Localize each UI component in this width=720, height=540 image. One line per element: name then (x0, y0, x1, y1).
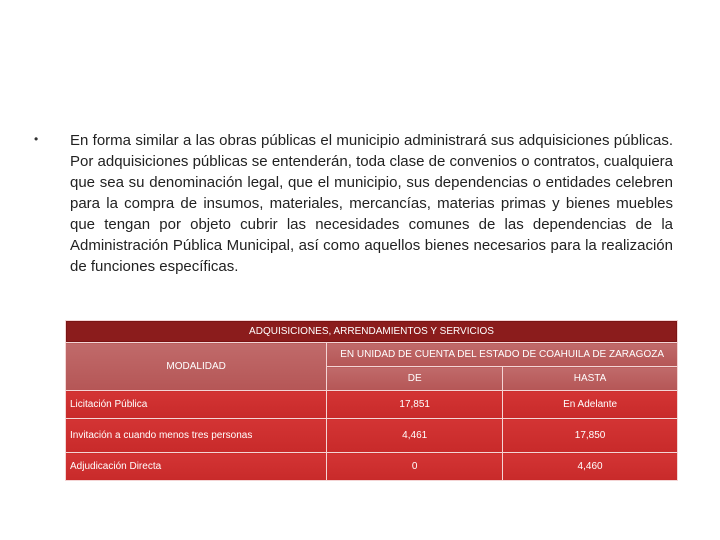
table-row (66, 391, 678, 419)
table-row (66, 453, 678, 481)
row-hasta: En Adelante (503, 391, 678, 419)
row-de: 17,851 (327, 391, 503, 419)
header-de: DE (327, 367, 503, 391)
table-title-row (66, 321, 678, 343)
table-row (66, 419, 678, 453)
header-unit: EN UNIDAD DE CUENTA DEL ESTADO DE COAHUILA DE ZARAGOZA (327, 343, 678, 367)
bullet-paragraph: En forma similar a las obras públicas el municipio administrará sus adquisiciones públicas. Por adquisiciones públicas se entenderán, toda clase de convenios o contratos, cualquiera que sea su denominación legal, que el municipio, sus dependencias o entidades celebren para la compra de insumos, materiales, mercancías, materias primas y bienes muebles que tengan por objeto cubrir las necesidades comunes de las dependencias de la Administración Pública Municipal, así como aquellos bienes necesarios para la realización de funciones específicas. (70, 132, 673, 275)
row-hasta: 17,850 (503, 419, 678, 453)
row-hasta: 4,460 (503, 453, 678, 481)
row-de: 0 (327, 453, 503, 481)
row-label: Adjudicación Directa (66, 453, 327, 481)
table-header-row (66, 343, 678, 367)
row-de: 4,461 (327, 419, 503, 453)
table-title: ADQUISICIONES, ARRENDAMIENTOS Y SERVICIOS (66, 321, 678, 343)
header-modalidad: MODALIDAD (66, 343, 327, 391)
row-label: Invitación a cuando menos tres personas (66, 419, 327, 453)
modalidad-table (65, 320, 678, 481)
row-label: Licitación Pública (66, 391, 327, 419)
header-hasta: HASTA (503, 367, 678, 391)
bullet-marker: • (34, 132, 39, 146)
